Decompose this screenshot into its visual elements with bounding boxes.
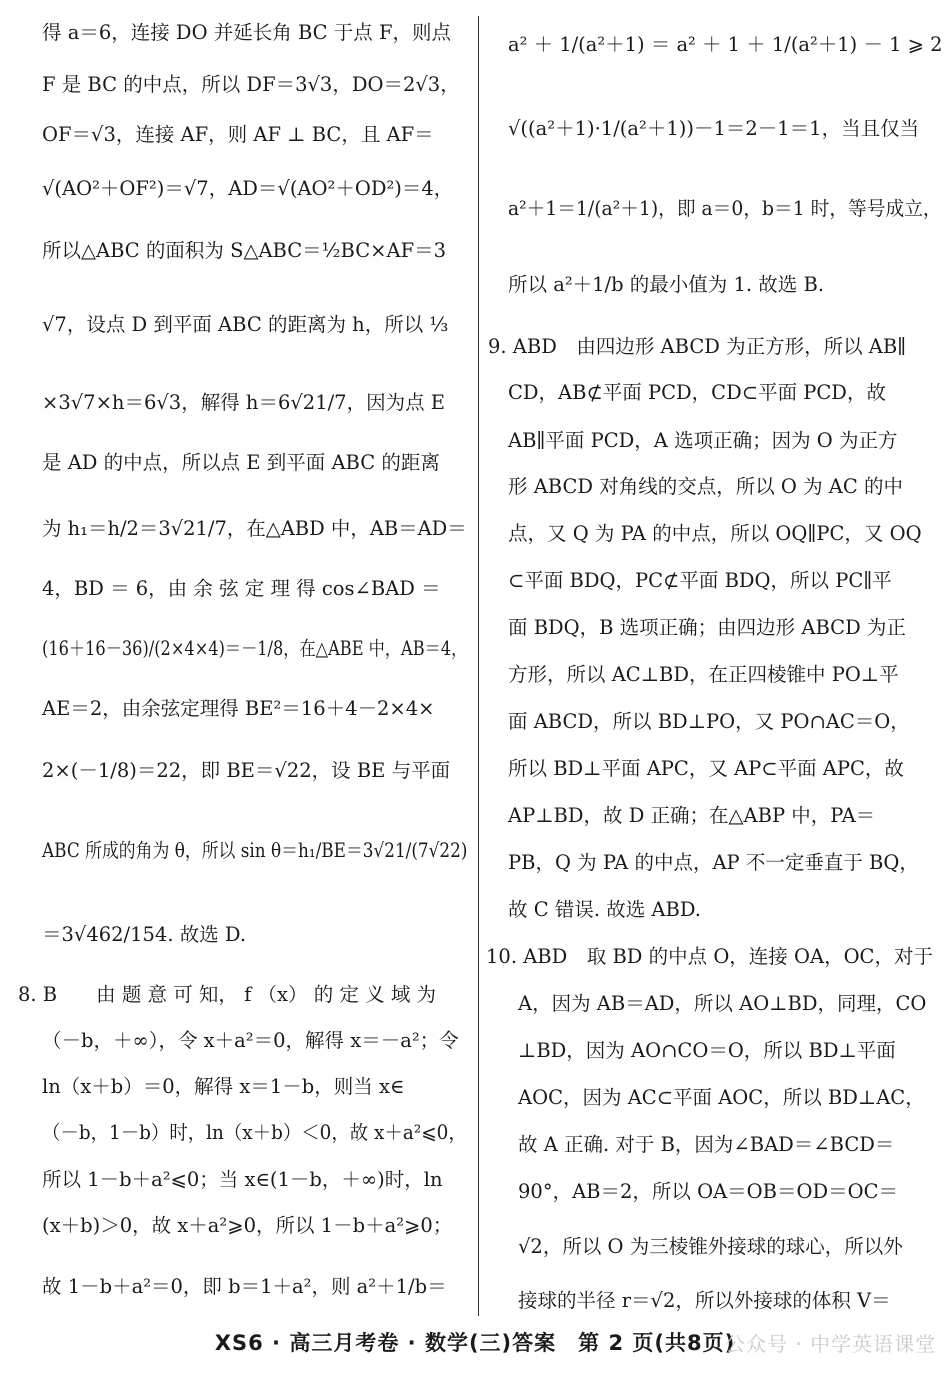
text-line: 方形，所以 AC⊥BD，在正四棱锥中 PO⊥平 [508,663,899,686]
text-line: ＝3√462/154. 故选 D. [42,923,247,946]
text-line: 点，又 Q 为 PA 的中点，所以 OQ∥PC，又 OQ [508,522,922,545]
column-divider [478,16,479,1316]
text-line: AE＝2，由余弦定理得 BE²＝16＋4－2×4× [42,697,435,720]
text-line: 故 A 正确. 对于 B，因为∠BAD＝∠BCD＝ [518,1133,895,1156]
text-line: CD，AB⊄平面 PCD，CD⊂平面 PCD，故 [508,381,886,404]
text-line: F 是 BC 的中点，所以 DF＝3√3，DO＝2√3， [42,73,460,96]
watermark: 公众号 · 中学英语课堂 [725,1332,937,1356]
text-line: A，因为 AB＝AD，所以 AO⊥BD，同理，CO [518,992,927,1015]
text-line: √(AO²＋OF²)＝√7，AD＝√(AO²＋OD²)＝4， [42,177,454,200]
text-line: 8. B 由 题 意 可 知， f （x） 的 定 义 域 为 [18,983,437,1006]
text-line: ⊥BD，因为 AO∩CO＝O，所以 BD⊥平面 [518,1039,896,1062]
text-line: √7，设点 D 到平面 ABC 的距离为 h，所以 ⅓ [42,313,449,336]
text-line: 为 h₁＝h/2＝3√21/7，在△ABD 中，AB＝AD＝ [42,517,467,540]
text-line: 90°，AB＝2，所以 OA＝OB＝OD＝OC＝ [518,1180,898,1203]
text-line: AB∥平面 PCD，A 选项正确；因为 O 为正方 [508,429,898,452]
text-line: (x＋b)＞0，故 x＋a²⩾0，所以 1－b＋a²⩾0； [42,1214,453,1237]
text-line: √2，所以 O 为三棱锥外接球的球心，所以外 [518,1235,903,1258]
text-line: a²＋1＝1/(a²＋1)，即 a＝0，b＝1 时，等号成立， [508,197,942,220]
text-line: ABC 所成的角为 θ，所以 sin θ＝h₁/BE＝3√21/(7√22) [42,839,468,862]
text-line: 所以 1－b＋a²⩽0；当 x∈(1－b，＋∞)时，ln [42,1168,443,1191]
text-line: 故 C 错误. 故选 ABD. [508,898,701,921]
text-line: AP⊥BD，故 D 正确；在△ABP 中，PA＝ [508,804,876,827]
text-line: 面 ABCD，所以 BD⊥PO，又 PO∩AC＝O， [508,710,910,733]
text-line: 所以 a²＋1/b 的最小值为 1. 故选 B. [508,273,825,296]
text-line: OF＝√3，连接 AF，则 AF ⊥ BC，且 AF＝ [42,123,434,146]
text-line: AOC，因为 AC⊂平面 AOC，所以 BD⊥AC， [518,1086,925,1109]
text-line: 9. ABD 由四边形 ABCD 为正方形，所以 AB∥ [488,335,907,358]
text-line: 形 ABCD 对角线的交点，所以 O 为 AC 的中 [508,475,904,498]
text-line: √((a²＋1)·1/(a²＋1))－1＝2－1＝1，当且仅当 [508,117,920,140]
text-line: a² ＋ 1/(a²＋1) ＝ a² ＋ 1 ＋ 1/(a²＋1) － 1 ⩾ 2 [508,33,943,56]
text-line: （－b，＋∞），令 x＋a²＝0，解得 x＝－a²；令 [42,1029,459,1052]
text-line: 是 AD 的中点，所以点 E 到平面 ABC 的距离 [42,451,440,474]
text-line: 接球的半径 r＝√2，所以外接球的体积 V＝ [518,1289,891,1312]
page-footer: XS6 · 高三月考卷 · 数学(三)答案 第 2 页(共8页) [214,1331,736,1355]
text-line: 故 1－b＋a²＝0，即 b＝1＋a²，则 a²＋1/b＝ [42,1275,447,1298]
text-line: ln（x＋b）＝0，解得 x＝1－b，则当 x∈ [42,1075,405,1098]
text-line: 面 BDQ，B 选项正确；由四边形 ABCD 为正 [508,616,906,639]
text-line: 10. ABD 取 BD 的中点 O，连接 OA，OC，对于 [486,945,933,968]
text-line: （－b，1－b）时，ln（x＋b）＜0，故 x＋a²⩽0， [42,1121,467,1144]
text-line: 所以 BD⊥平面 APC，又 AP⊂平面 APC，故 [508,757,904,780]
text-line: ×3√7×h＝6√3，解得 h＝6√21/7，因为点 E [42,391,446,414]
text-line: ⊂平面 BDQ，PC⊄平面 BDQ，所以 PC∥平 [508,569,892,592]
text-line: 得 a＝6，连接 DO 并延长角 BC 于点 F，则点 [42,21,451,44]
text-line: 4，BD ＝ 6，由 余 弦 定 理 得 cos∠BAD ＝ [42,577,441,600]
text-line: PB，Q 为 PA 的中点，AP 不一定垂直于 BQ， [508,851,919,874]
text-line: (16＋16－36)/(2×4×4)＝－1/8，在△ABE 中，AB＝4， [42,637,468,660]
text-line: 所以△ABC 的面积为 S△ABC＝½BC×AF＝3 [42,239,447,262]
text-line: 2×(－1/8)＝22，即 BE＝√22，设 BE 与平面 [42,759,451,782]
